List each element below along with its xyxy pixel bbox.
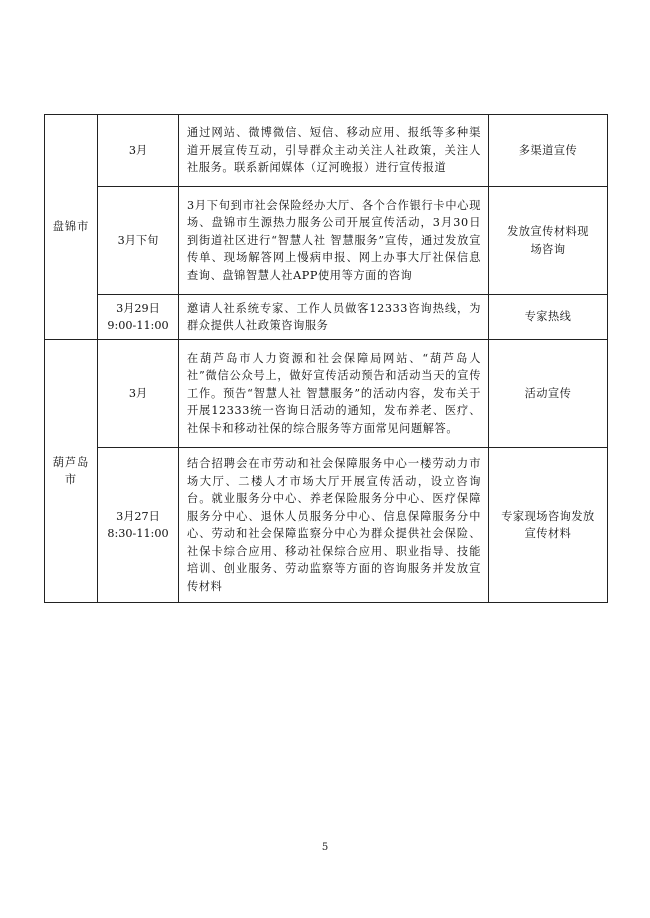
table-row bbox=[45, 448, 608, 603]
form-cell bbox=[489, 448, 608, 603]
content-cell: 通过网站、微博微信、短信、移动应用、报纸等多种渠道开展宣传互动，引导群众主动关注人社政策，关注人社服务。联系新闻媒体（辽河晚报）进行宣传报道 bbox=[179, 115, 489, 187]
form-text: 发放宣传材料现场咨询 bbox=[507, 225, 589, 256]
time-cell: 3月 bbox=[98, 340, 179, 448]
time-cell: 3月下旬 bbox=[98, 187, 179, 295]
table-row bbox=[45, 340, 608, 448]
time-date: 3月27日 bbox=[116, 509, 160, 523]
table-row bbox=[45, 187, 608, 295]
city-cell-panjin: 盘锦市 bbox=[45, 115, 98, 340]
activity-schedule-table bbox=[44, 114, 608, 603]
table-row bbox=[45, 295, 608, 340]
time-range: 9:00-11:00 bbox=[107, 319, 169, 332]
form-cell: 活动宣传 bbox=[489, 340, 608, 448]
time-cell bbox=[98, 295, 179, 340]
city-cell-huludao: 葫芦岛市 bbox=[45, 340, 98, 603]
form-text: 专家现场咨询发放宣传材料 bbox=[501, 509, 595, 540]
table-row bbox=[45, 115, 608, 187]
form-cell: 专家热线 bbox=[489, 295, 608, 340]
page-number: 5 bbox=[321, 842, 329, 853]
content-cell: 邀请人社系统专家、工作人员做客12333咨询热线，为群众提供人社政策咨询服务 bbox=[179, 295, 489, 340]
time-range: 8:30-11:00 bbox=[107, 527, 169, 540]
time-date: 3月29日 bbox=[116, 301, 160, 315]
content-cell: 在葫芦岛市人力资源和社会保障局网站、“葫芦岛人社”微信公众号上，做好宣传活动预告和活动当天的宣传工作。预告“智慧人社 智慧服务”的活动内容，发布关于开展12333统一咨询日活动的通知，发布养老、医疗、社保卡和移动社保的综合服务等方面常见问题解答。 bbox=[179, 340, 489, 448]
time-cell bbox=[98, 448, 179, 603]
time-cell: 3月 bbox=[98, 115, 179, 187]
content-cell: 结合招聘会在市劳动和社会保障服务中心一楼劳动力市场大厅、二楼人才市场大厅开展宣传活动，设立咨询台。就业服务分中心、养老保险服务分中心、医疗保障服务分中心、退休人员服务分中心、信息保障服务分中心、劳动和社会保障监察分中心为群众提供社会保险、社保卡综合应用、移动社保综合应用、职业指导、技能培训、创业服务、劳动监察等方面的咨询服务并发放宣传材料 bbox=[179, 448, 489, 603]
form-cell: 多渠道宣传 bbox=[489, 115, 608, 187]
form-cell bbox=[489, 187, 608, 295]
content-cell: 3月下旬到市社会保险经办大厅、各个合作银行卡中心现场、盘锦市生源热力服务公司开展宣传活动，3月30日到街道社区进行“智慧人社 智慧服务”宣传，通过发放宣传单、现场解答网上慢病申报、网上办事大厅社保信息查询、盘锦智慧人社APP使用等方面的咨询 bbox=[179, 187, 489, 295]
